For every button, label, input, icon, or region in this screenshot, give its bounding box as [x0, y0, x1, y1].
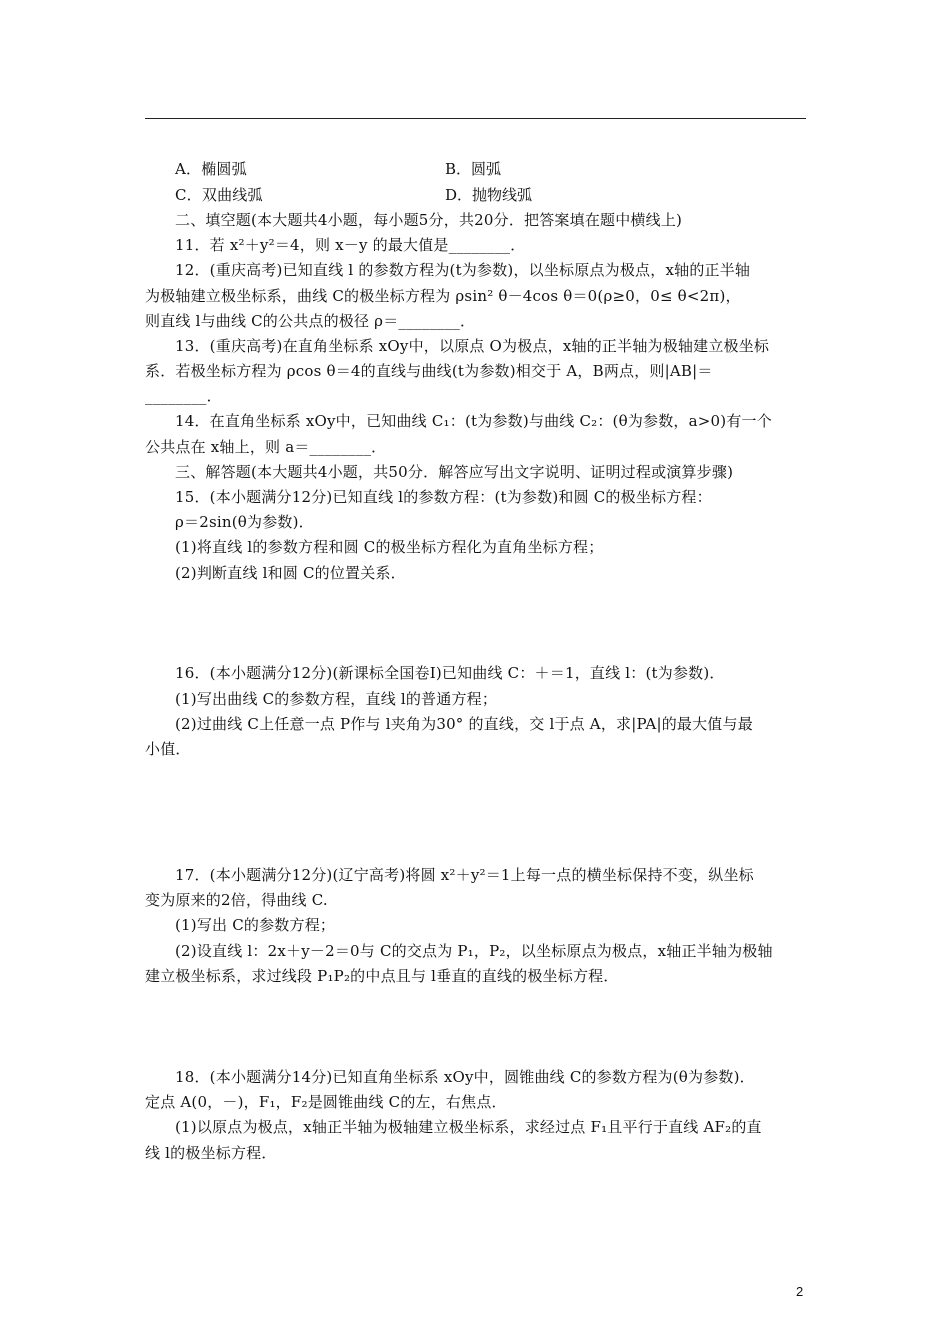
- question-13-line1: 13．(重庆高考)在直角坐标系 xOy中，以原点 O为极点，x轴的正半轴为极轴建立极坐标: [175, 337, 770, 355]
- option-b: B．圆弧: [445, 160, 502, 178]
- page-number: 2: [796, 1284, 804, 1299]
- section3-heading: 三、解答题(本大题共4小题，共50分．解答应写出文字说明、证明过程或演算步骤): [175, 463, 734, 481]
- question-16-part2-cont: 小值．: [145, 740, 191, 758]
- question-17-part1: (1)写出 C的参数方程；: [175, 916, 336, 934]
- question-15-line2: ρ＝2sin(θ为参数)．: [175, 513, 314, 531]
- question-12-line2: 为极轴建立极坐标系，曲线 C的极坐标方程为 ρsin² θ－4cos θ＝0(ρ≥0，0≤ θ<2π)，: [145, 287, 741, 305]
- section2-heading: 二、填空题(本大题共4小题，每小题5分，共20分．把答案填在题中横线上): [175, 211, 683, 229]
- question-13-line3: ________．: [145, 387, 222, 405]
- question-12-line1: 12．(重庆高考)已知直线 l 的参数方程为(t为参数)，以坐标原点为极点，x轴的正半轴: [175, 261, 751, 279]
- header-rule: [145, 118, 806, 119]
- question-16-part1: (1)写出曲线 C的参数方程，直线 l的普通方程；: [175, 690, 498, 708]
- option-a: A．椭圆弧: [175, 160, 247, 178]
- question-14-line1: 14．在直角坐标系 xOy中，已知曲线 C₁：(t为参数)与曲线 C₂：(θ为参数，a>0)有一个: [175, 412, 772, 430]
- question-17-part2-cont: 建立极坐标系，求过线段 P₁P₂的中点且与 l垂直的直线的极坐标方程．: [145, 967, 619, 985]
- question-18-line2: 定点 A(0，－)，F₁，F₂是圆锥曲线 C的左，右焦点．: [145, 1093, 507, 1111]
- question-17-line2: 变为原来的2倍，得曲线 C.: [145, 891, 328, 909]
- question-15-part2: (2)判断直线 l和圆 C的位置关系．: [175, 564, 406, 582]
- option-c: C．双曲线弧: [175, 186, 263, 204]
- question-18-part1-cont: 线 l的极坐标方程．: [145, 1144, 277, 1162]
- question-17-line1: 17．(本小题满分12分)(辽宁高考)将圆 x²＋y²＝1上每一点的横坐标保持不变，纵坐标: [175, 866, 754, 884]
- question-17-part2: (2)设直线 l：2x＋y－2＝0与 C的交点为 P₁，P₂，以坐标原点为极点，x轴正半轴为极轴: [175, 942, 773, 960]
- question-14-line2: 公共点在 x轴上，则 a＝________．: [145, 438, 387, 456]
- question-15-line1: 15．(本小题满分12分)已知直线 l的参数方程：(t为参数)和圆 C的极坐标方程：: [175, 488, 712, 506]
- question-13-line2: 系．若极坐标方程为 ρcos θ＝4的直线与曲线(t为参数)相交于 A，B两点，则|AB|＝: [145, 362, 713, 380]
- question-11: 11．若 x²＋y²＝4，则 x－y 的最大值是________．: [175, 236, 526, 254]
- question-15-part1: (1)将直线 l的参数方程和圆 C的极坐标方程化为直角坐标方程；: [175, 538, 604, 556]
- question-18-part1: (1)以原点为极点，x轴正半轴为极轴建立极坐标系，求经过点 F₁且平行于直线 AF₂的直: [175, 1118, 762, 1136]
- question-12-line3: 则直线 l与曲线 C的公共点的极径 ρ＝________．: [145, 312, 476, 330]
- question-18-line1: 18．(本小题满分14分)已知直角坐标系 xOy中，圆锥曲线 C的参数方程为(θ为参数)．: [175, 1068, 755, 1086]
- question-16-part2: (2)过曲线 C上任意一点 P作与 l夹角为30° 的直线，交 l于点 A，求|PA|的最大值与最: [175, 715, 753, 733]
- option-d: D．抛物线弧: [445, 186, 533, 204]
- question-16-line1: 16．(本小题满分12分)(新课标全国卷Ⅰ)已知曲线 C：＋＝1，直线 l：(t为参数)．: [175, 664, 725, 682]
